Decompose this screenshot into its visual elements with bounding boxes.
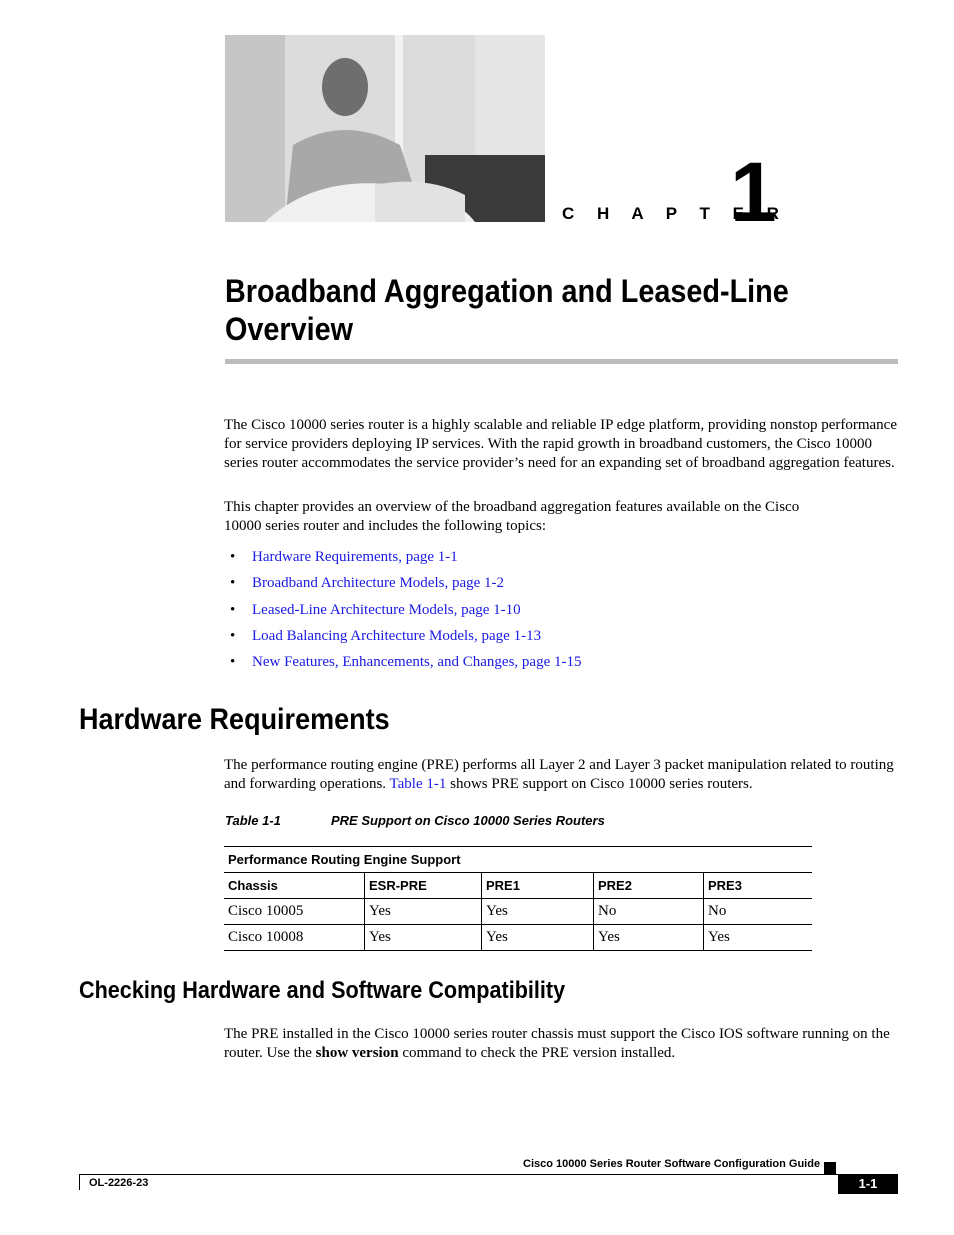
- title-divider: [225, 359, 898, 364]
- table-cell: Yes: [594, 925, 704, 951]
- pre-support-table: [224, 846, 812, 951]
- footer-doc-number: OL-2226-23: [89, 1177, 149, 1189]
- chapter-title: Broadband Aggregation and Leased-Line Overview: [225, 273, 789, 347]
- section-heading-compatibility: Checking Hardware and Software Compatibility: [79, 977, 566, 1004]
- footer-guide-title: Cisco 10000 Series Router Software Configuration Guide: [523, 1158, 821, 1170]
- hardware-text-after: shows PRE support on Cisco 10000 series routers.: [446, 776, 753, 792]
- topic-link-hardware[interactable]: • Hardware Requirements, page 1-1: [230, 544, 581, 570]
- topic-link-new-features[interactable]: • New Features, Enhancements, and Changes, page 1-15: [230, 649, 581, 675]
- column-header: PRE2: [594, 873, 704, 899]
- section-heading-hardware: Hardware Requirements: [79, 703, 390, 736]
- table-cell: Yes: [482, 925, 594, 951]
- table-row: [224, 925, 812, 951]
- table-cell: Cisco 10008: [224, 925, 365, 951]
- table-group-header-row: [224, 847, 812, 873]
- table-caption-number: Table 1-1: [225, 813, 281, 828]
- column-header: PRE3: [704, 873, 813, 899]
- footer-tick: [79, 1174, 80, 1190]
- intro-paragraph-1: The Cisco 10000 series router is a highly scalable and reliable IP edge platform, providing nonstop performance for service providers deploying IP services. With the rapid growth in broadband customers, the Cisco 10000 series router accommodates the service provider’s need for an expanding set of broadband aggregation features.: [224, 417, 898, 471]
- table-row: [224, 899, 812, 925]
- table-caption-title: PRE Support on Cisco 10000 Series Routers: [331, 813, 605, 828]
- table-cell: No: [704, 899, 813, 925]
- table-group-header: Performance Routing Engine Support: [224, 847, 812, 873]
- topic-link-leased-line[interactable]: • Leased-Line Architecture Models, page 1-10: [230, 597, 581, 623]
- table-cell: Yes: [365, 899, 482, 925]
- topic-link-load-balancing[interactable]: • Load Balancing Architecture Models, page 1-13: [230, 623, 581, 649]
- person-photo-icon: [225, 35, 545, 222]
- table-cell: Yes: [365, 925, 482, 951]
- column-header: PRE1: [482, 873, 594, 899]
- compat-text-before: The PRE installed in the Cisco 10000 series router chassis must support the Cisco IOS software running on the router. Use the: [224, 1026, 890, 1061]
- topic-link-broadband[interactable]: • Broadband Architecture Models, page 1-2: [230, 570, 581, 596]
- table-cell: No: [594, 899, 704, 925]
- table-cell: Yes: [704, 925, 813, 951]
- footer-marker: [824, 1162, 836, 1174]
- hardware-text-before: The performance routing engine (PRE) performs all Layer 2 and Layer 3 packet manipulation related to routing and forwarding operations.: [224, 757, 894, 792]
- table-caption: [225, 813, 605, 828]
- command-name: show version: [315, 1045, 399, 1061]
- column-header: Chassis: [224, 873, 365, 899]
- chapter-number: 1: [730, 145, 777, 239]
- intro-paragraph-2: This chapter provides an overview of the broadband aggregation features available on the Cisco 10000 series router and includes the following topics:: [224, 499, 800, 534]
- table-cell: Cisco 10005: [224, 899, 365, 925]
- table-header-row: [224, 873, 812, 899]
- page-number: 1-1: [838, 1174, 898, 1194]
- chapter-photo: [225, 35, 545, 222]
- table-reference-link[interactable]: Table 1-1: [389, 776, 447, 792]
- compatibility-paragraph: [224, 1025, 904, 1063]
- compat-text-after: command to check the PRE version installed.: [398, 1045, 676, 1061]
- chapter-label: C H A P T E R: [562, 204, 788, 223]
- hardware-paragraph: [224, 756, 904, 794]
- footer-divider: [79, 1174, 839, 1175]
- topic-list: [230, 544, 581, 675]
- column-header: ESR-PRE: [365, 873, 482, 899]
- table-cell: Yes: [482, 899, 594, 925]
